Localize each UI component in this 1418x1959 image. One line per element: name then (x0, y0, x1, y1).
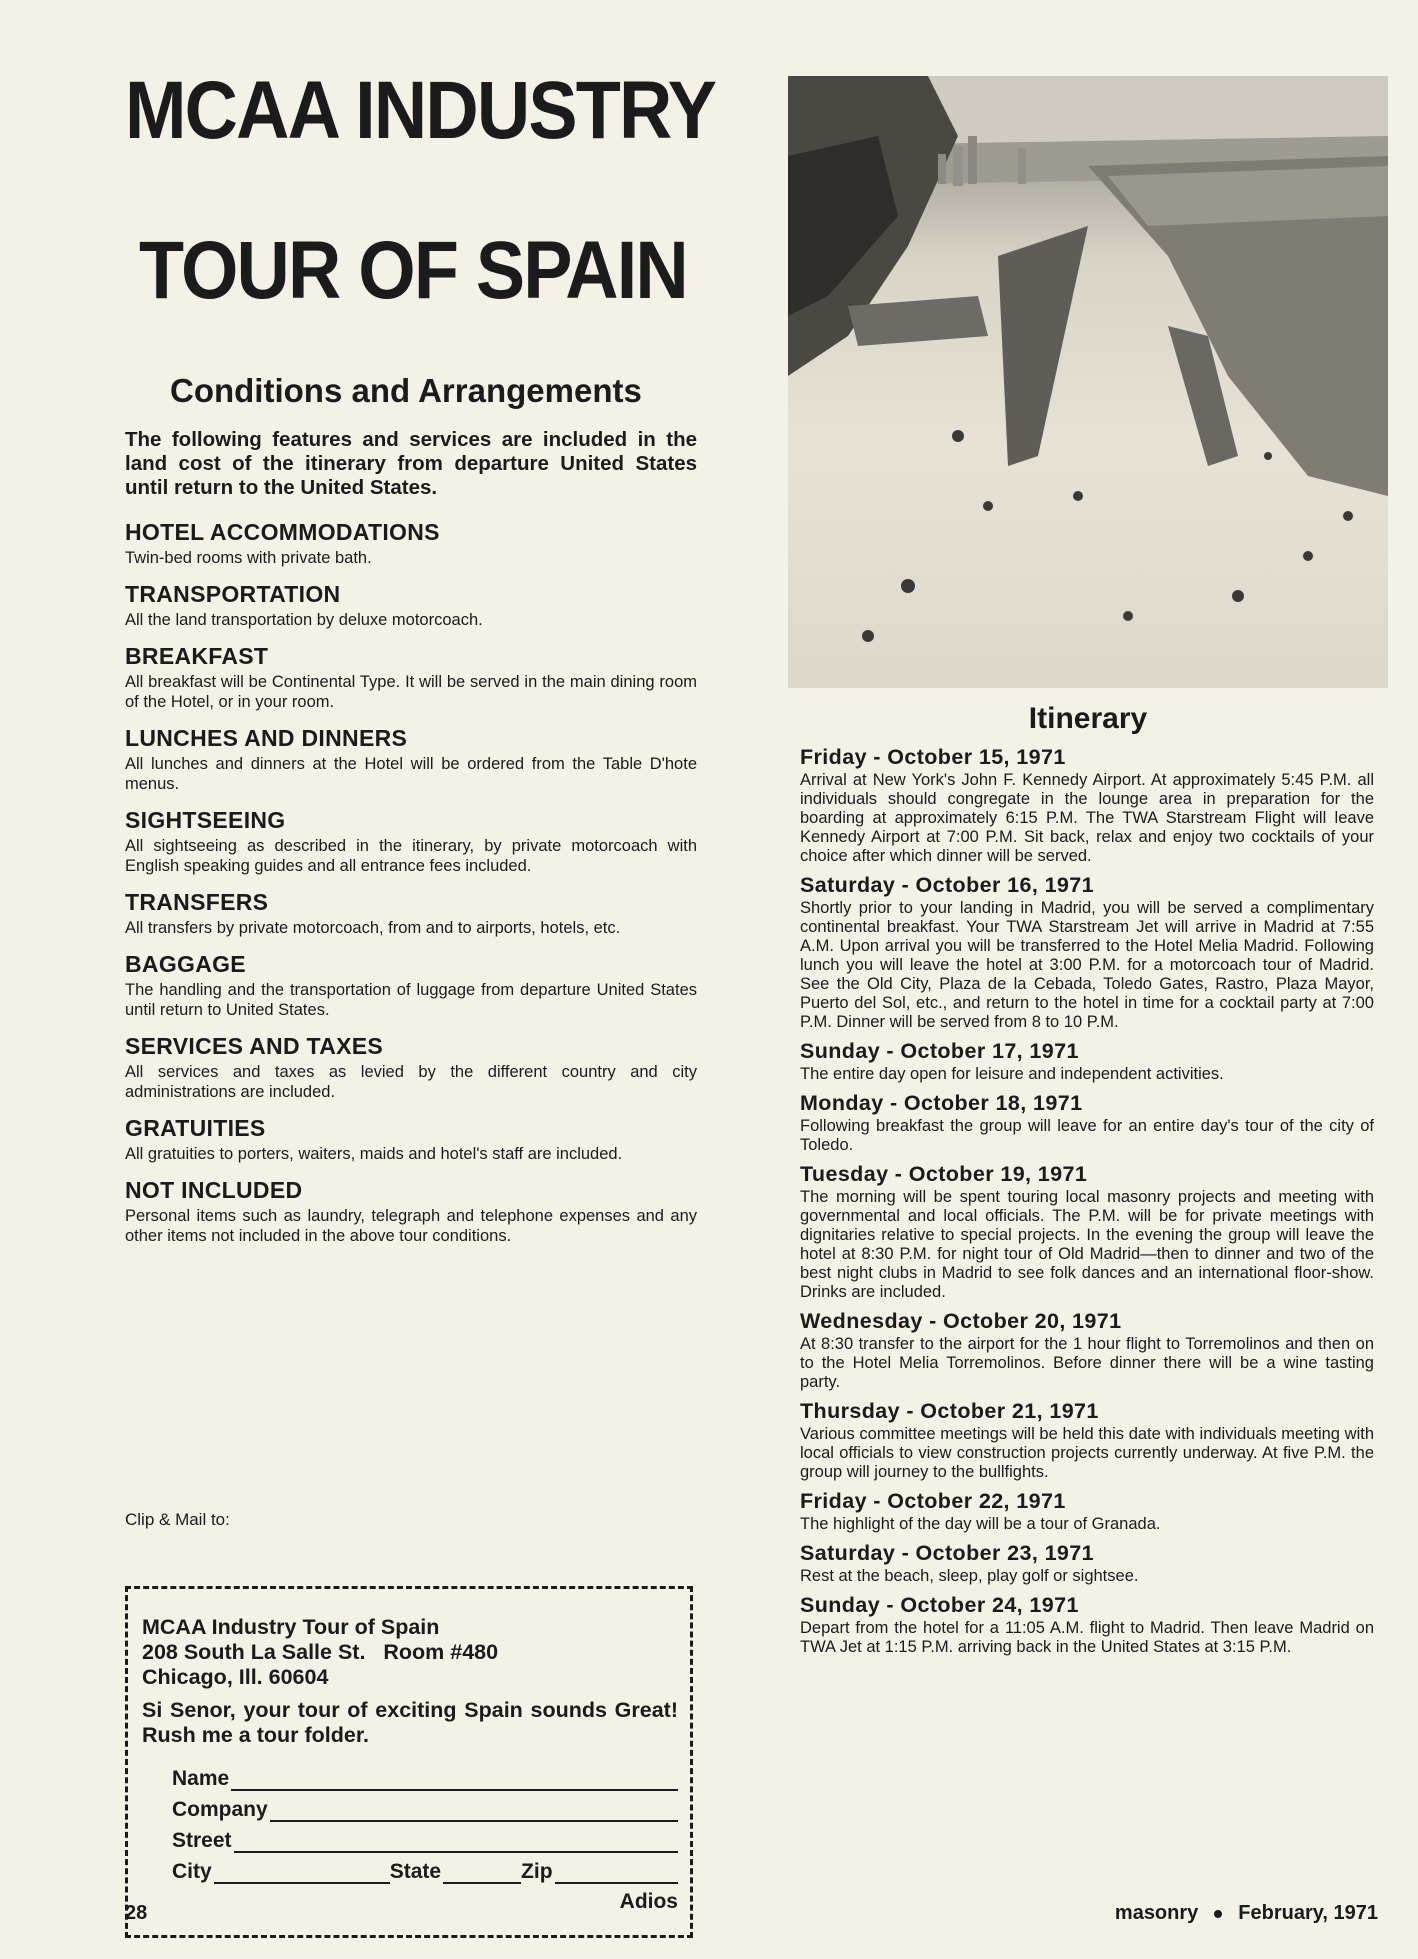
section-heading: SERVICES AND TAXES (125, 1033, 384, 1059)
coupon-pitch: Si Senor, your tour of exciting Spain sounds Great! Rush me a tour folder. (142, 1698, 678, 1747)
day-date: Sunday - October 17, 1971 (800, 1039, 1079, 1063)
section-heading: HOTEL ACCOMMODATIONS (125, 519, 440, 545)
conditions-heading: Conditions and Arrangements (170, 372, 642, 409)
day-date: Saturday - October 23, 1971 (800, 1541, 1095, 1565)
company-label: Company (172, 1798, 268, 1821)
section-heading: BAGGAGE (125, 951, 246, 977)
day-text: The entire day open for leisure and independent activities. (800, 1065, 1224, 1083)
issue-date: February, 1971 (1238, 1902, 1378, 1924)
itinerary-day (788, 1038, 1388, 1084)
section-text: All transfers by private motorcoach, from and to airports, hotels, etc. (125, 919, 621, 937)
page-title-line-1: MCAA INDUSTRY (125, 65, 716, 156)
city-label: City (172, 1860, 212, 1883)
day-date: Friday - October 22, 1971 (800, 1489, 1066, 1513)
coupon-address-line-3: Chicago, Ill. 60604 (142, 1665, 329, 1689)
day-text: Arrival at New York's John F. Kennedy Airport. At approximately 5:45 P.M. all individuals should congregate in the lounge area in preparation for the boarding at approximately 6:15 P.M. The TWA Starstream Flight will leave Kennedy Airport at 7:00 P.M. Sit back, relax and enjoy two cocktails of your choice after which dinner will be served. (800, 771, 1374, 865)
day-date: Sunday - October 24, 1971 (800, 1593, 1079, 1617)
section-heading: NOT INCLUDED (125, 1177, 303, 1203)
day-text: The highlight of the day will be a tour of Granada. (800, 1515, 1161, 1533)
coupon-address-line-2: 208 South La Salle St. Room #480 (142, 1640, 499, 1664)
section-text: All gratuities to porters, waiters, maids and hotel's staff are included. (125, 1145, 623, 1163)
section-heading: TRANSFERS (125, 889, 269, 915)
beach-scene-illustration (788, 76, 1388, 688)
day-date: Monday - October 18, 1971 (800, 1091, 1083, 1115)
section-heading: BREAKFAST (125, 643, 269, 669)
section-text: Personal items such as laundry, telegraph and telephone expenses and any other items not included in the above tour conditions. (125, 1207, 697, 1245)
day-date: Friday - October 15, 1971 (800, 745, 1066, 769)
day-date: Tuesday - October 19, 1971 (800, 1162, 1088, 1186)
footer-magazine (1115, 1902, 1378, 1925)
page-title-line-2: TOUR OF SPAIN (139, 225, 687, 316)
conditions-sections (125, 518, 697, 1258)
section-text: All lunches and dinners at the Hotel will be ordered from the Table D'hote menus. (125, 755, 697, 793)
day-text: Shortly prior to your landing in Madrid, you will be served a complimentary continental breakfast. Your TWA Starstream Jet will arrive in Madrid at 7:55 A.M. Upon arrival you will be transferred to the Hotel Melia Madrid. Following lunch you will leave the hotel at 3:00 P.M. for a motorcoach tour of Madrid. See the Old City, Plaza de la Cebada, Toledo Gates, Rastro, Plaza Mayor, Puerto del Sol, etc., and return to the hotel in time for a cocktail party at 7:00 P.M. Dinner will be served from 8 to 10 P.M. (800, 899, 1374, 1031)
itinerary-day (788, 1308, 1388, 1392)
street-label: Street (172, 1829, 232, 1852)
conditions-intro: The following features and services are included in the land cost of the itinerary from departure United States until return to the United States. (125, 428, 697, 499)
page-number: 28 (125, 1902, 148, 1924)
section-text: All breakfast will be Continental Type. It will be served in the main dining room of the Hotel, or in your room. (125, 673, 697, 711)
day-text: The morning will be spent touring local masonry projects and meeting with governmental and local officials. The P.M. will be for private meetings with dignitaries relative to special projects. In the evening the group will leave the hotel at 8:30 P.M. for night tour of Old Madrid—then to dinner and two of the best night clubs in Madrid to see folk dances and an international floor-show. Drinks are included. (800, 1188, 1374, 1301)
company-field[interactable] (270, 1802, 678, 1822)
state-label: State (389, 1860, 442, 1883)
day-date: Thursday - October 21, 1971 (800, 1399, 1099, 1423)
section-baggage (125, 950, 697, 1020)
day-text: Various committee meetings will be held this date with individuals meeting with local officials to view construction projects currently underway. At five P.M. the group will journey to the bullfights. (800, 1425, 1374, 1481)
zip-field[interactable] (555, 1864, 678, 1884)
section-lunches (125, 724, 697, 794)
state-field[interactable] (443, 1864, 521, 1884)
zip-label: Zip (521, 1860, 553, 1883)
day-text: Rest at the beach, sleep, play golf or sightsee. (800, 1567, 1139, 1585)
section-not-included (125, 1176, 697, 1246)
itinerary-heading: Itinerary (1028, 702, 1148, 735)
section-heading: GRATUITIES (125, 1115, 266, 1141)
section-gratuities (125, 1114, 697, 1164)
street-field[interactable] (234, 1833, 678, 1853)
itinerary-day (788, 1488, 1388, 1534)
bullet-dot-icon (1214, 1910, 1222, 1918)
itinerary-day (788, 744, 1388, 866)
name-label: Name (172, 1767, 230, 1790)
coupon-form (142, 1760, 678, 1914)
day-text: At 8:30 transfer to the airport for the 1 hour flight to Torremolinos and then on to the Hotel Melia Torremolinos. Before dinner there will be a wine tasting party. (800, 1335, 1374, 1391)
company-row (172, 1791, 678, 1822)
section-breakfast (125, 642, 697, 712)
itinerary-day (788, 1398, 1388, 1482)
itinerary-day (788, 1592, 1388, 1657)
section-heading: TRANSPORTATION (125, 581, 341, 607)
day-date: Wednesday - October 20, 1971 (800, 1309, 1122, 1333)
section-text: The handling and the transportation of luggage from departure United States until return to United States. (125, 981, 697, 1019)
section-heading: SIGHTSEEING (125, 807, 286, 833)
day-text: Following breakfast the group will leave for an entire day's tour of the city of Toledo. (800, 1117, 1374, 1154)
section-text: All services and taxes as levied by the different country and city administrations are included. (125, 1063, 697, 1101)
itinerary-day (788, 1090, 1388, 1155)
section-hotel (125, 518, 697, 568)
street-row (172, 1822, 678, 1853)
coupon-signoff: Adios (619, 1890, 678, 1913)
itinerary-day (788, 1161, 1388, 1302)
section-text: Twin-bed rooms with private bath. (125, 549, 372, 567)
beach-photo (788, 76, 1388, 688)
name-row (172, 1760, 678, 1791)
day-date: Saturday - October 16, 1971 (800, 873, 1095, 897)
day-text: Depart from the hotel for a 11:05 A.M. flight to Madrid. Then leave Madrid on TWA Jet at 1:15 P.M. arriving back in the United States at 3:15 P.M. (800, 1619, 1374, 1656)
itinerary-day (788, 872, 1388, 1032)
right-column (788, 76, 1388, 1663)
section-transportation (125, 580, 697, 630)
magazine-name: masonry (1114, 1902, 1199, 1924)
name-field[interactable] (231, 1771, 678, 1791)
section-services-taxes (125, 1032, 697, 1102)
mail-coupon (125, 1586, 693, 1938)
city-state-zip-row (172, 1853, 678, 1884)
city-field[interactable] (214, 1864, 390, 1884)
section-text: All sightseeing as described in the itinerary, by private motorcoach with English speaking guides and all entrance fees included. (125, 837, 697, 875)
section-sightseeing (125, 806, 697, 876)
section-heading: LUNCHES AND DINNERS (125, 725, 408, 751)
section-transfers (125, 888, 697, 938)
itinerary-day (788, 1540, 1388, 1586)
section-text: All the land transportation by deluxe motorcoach. (125, 611, 483, 629)
clip-mail-label: Clip & Mail to: (125, 1510, 230, 1529)
coupon-address-line-1: MCAA Industry Tour of Spain (142, 1615, 440, 1639)
